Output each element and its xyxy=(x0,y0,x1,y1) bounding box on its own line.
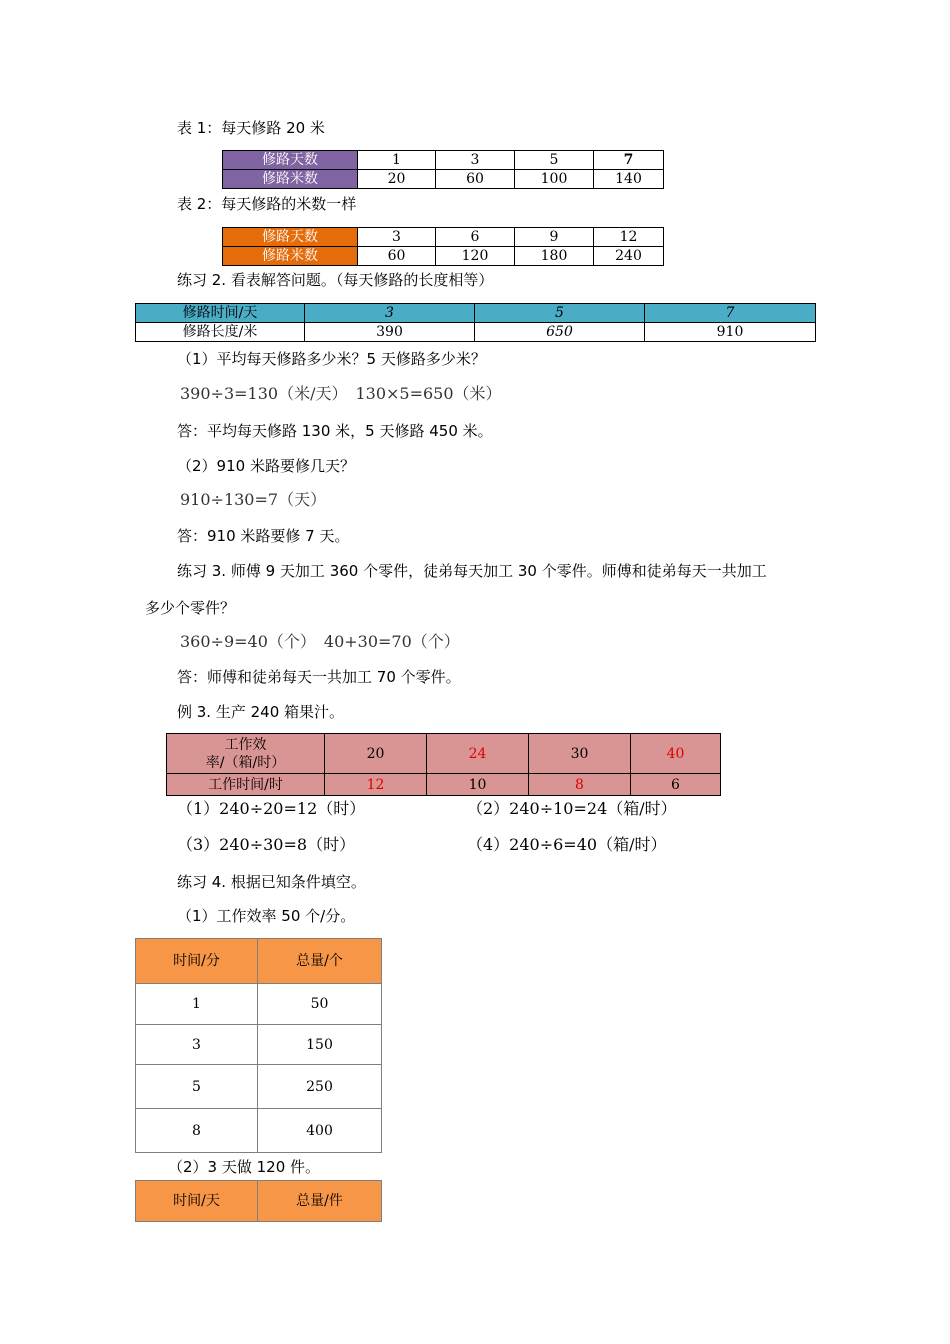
ex4-t1-header-time: 时间/分 xyxy=(136,939,258,984)
ex4-t2-header-time: 时间/天 xyxy=(136,1181,258,1222)
example3-cell: 10 xyxy=(427,774,529,796)
ex4-t1-cell: 8 xyxy=(136,1109,258,1153)
ex2-cell: 650 xyxy=(475,323,645,342)
ex3-answer: 答：师傅和徒弟每天一共加工 70 个零件。 xyxy=(177,668,461,686)
ex4-sub1: （1）工作效率 50 个/分。 xyxy=(177,907,356,925)
ex4-t1-cell: 400 xyxy=(258,1109,382,1153)
table1 xyxy=(222,150,664,189)
example3-cell: 24 xyxy=(427,734,529,774)
table2-cell: 6 xyxy=(436,228,515,247)
table1-caption: 表 1：每天修路 20 米 xyxy=(177,119,325,137)
table1-cell: 7 xyxy=(594,151,664,170)
ex2-row2-label: 修路长度/米 xyxy=(136,323,305,342)
table2-row1-label: 修路天数 xyxy=(223,228,358,247)
table2-row2-label: 修路米数 xyxy=(223,247,358,266)
table1-cell: 60 xyxy=(436,170,515,189)
ex2-q1-answer: 答：平均每天修路 130 米，5 天修路 450 米。 xyxy=(177,422,493,440)
example3-calc-2: （2）240÷10=24（箱/时） xyxy=(467,799,677,818)
ex4-t1-cell: 150 xyxy=(258,1025,382,1065)
table1-cell: 5 xyxy=(515,151,594,170)
example3-row2-label: 工作时间/时 xyxy=(167,774,325,796)
ex2-q2: （2）910 米路要修几天？ xyxy=(177,457,355,475)
table2-cell: 60 xyxy=(358,247,436,266)
example3-row1-label-b: 率/（箱/时） xyxy=(205,754,286,771)
ex4-table2 xyxy=(135,1180,382,1222)
ex3-calc: 360÷9=40（个） 40+30=70（个） xyxy=(180,632,460,651)
ex2-table xyxy=(135,303,816,342)
example3-calc-1: （1）240÷20=12（时） xyxy=(177,799,366,818)
table2 xyxy=(222,227,664,266)
ex4-t1-cell: 3 xyxy=(136,1025,258,1065)
ex4-t1-cell: 250 xyxy=(258,1065,382,1109)
table2-cell: 120 xyxy=(436,247,515,266)
example3-row1-label-a: 工作效 xyxy=(224,736,267,753)
ex4-t2-header-total: 总量/件 xyxy=(258,1181,382,1222)
example3-cell: 20 xyxy=(325,734,427,774)
example3-cell: 12 xyxy=(325,774,427,796)
ex2-q2-answer: 答：910 米路要修 7 天。 xyxy=(177,527,350,545)
example3-cell: 40 xyxy=(631,734,721,774)
ex2-q1-calc: 390÷3=130（米/天） 130×5=650（米） xyxy=(180,384,502,403)
table2-cell: 3 xyxy=(358,228,436,247)
ex2-title: 练习 2. 看表解答问题。（每天修路的长度相等） xyxy=(177,271,494,289)
example3-cell: 30 xyxy=(529,734,631,774)
table2-cell: 180 xyxy=(515,247,594,266)
ex2-row1-label: 修路时间/天 xyxy=(136,304,305,323)
ex2-cell: 390 xyxy=(305,323,475,342)
ex2-cell: 910 xyxy=(645,323,816,342)
ex4-t1-cell: 1 xyxy=(136,984,258,1025)
table1-cell: 140 xyxy=(594,170,664,189)
example3-title: 例 3. 生产 240 箱果汁。 xyxy=(177,703,345,721)
table1-cell: 3 xyxy=(436,151,515,170)
table2-cell: 240 xyxy=(594,247,664,266)
ex2-q1: （1）平均每天修路多少米？5 天修路多少米？ xyxy=(177,350,486,368)
example3-cell: 6 xyxy=(631,774,721,796)
example3-cell: 8 xyxy=(529,774,631,796)
ex2-cell: 7 xyxy=(645,304,816,323)
table1-cell: 1 xyxy=(358,151,436,170)
ex4-t1-cell: 5 xyxy=(136,1065,258,1109)
example3-table xyxy=(166,733,721,796)
table1-row1-label: 修路天数 xyxy=(223,151,358,170)
table2-cell: 12 xyxy=(594,228,664,247)
table2-cell: 9 xyxy=(515,228,594,247)
example3-calc-3: （3）240÷30=8（时） xyxy=(177,835,356,854)
ex2-cell: 3 xyxy=(305,304,475,323)
table1-cell: 20 xyxy=(358,170,436,189)
table1-row2-label: 修路米数 xyxy=(223,170,358,189)
ex4-table1 xyxy=(135,938,382,1153)
ex2-q2-calc: 910÷130=7（天） xyxy=(180,490,327,509)
ex4-sub2: （2）3 天做 120 件。 xyxy=(168,1158,321,1176)
table1-cell: 100 xyxy=(515,170,594,189)
table2-caption: 表 2：每天修路的米数一样 xyxy=(177,195,357,213)
example3-row1-label xyxy=(167,734,325,774)
ex4-title: 练习 4. 根据已知条件填空。 xyxy=(177,873,366,891)
ex4-t1-header-total: 总量/个 xyxy=(258,939,382,984)
ex3-line1: 练习 3. 师傅 9 天加工 360 个零件，徒弟每天加工 30 个零件。师傅和徒弟每天一共加工 xyxy=(177,562,767,580)
example3-calc-4: （4）240÷6=40（箱/时） xyxy=(467,835,667,854)
ex4-t1-cell: 50 xyxy=(258,984,382,1025)
ex2-cell: 5 xyxy=(475,304,645,323)
ex3-line2: 多少个零件？ xyxy=(145,599,236,617)
